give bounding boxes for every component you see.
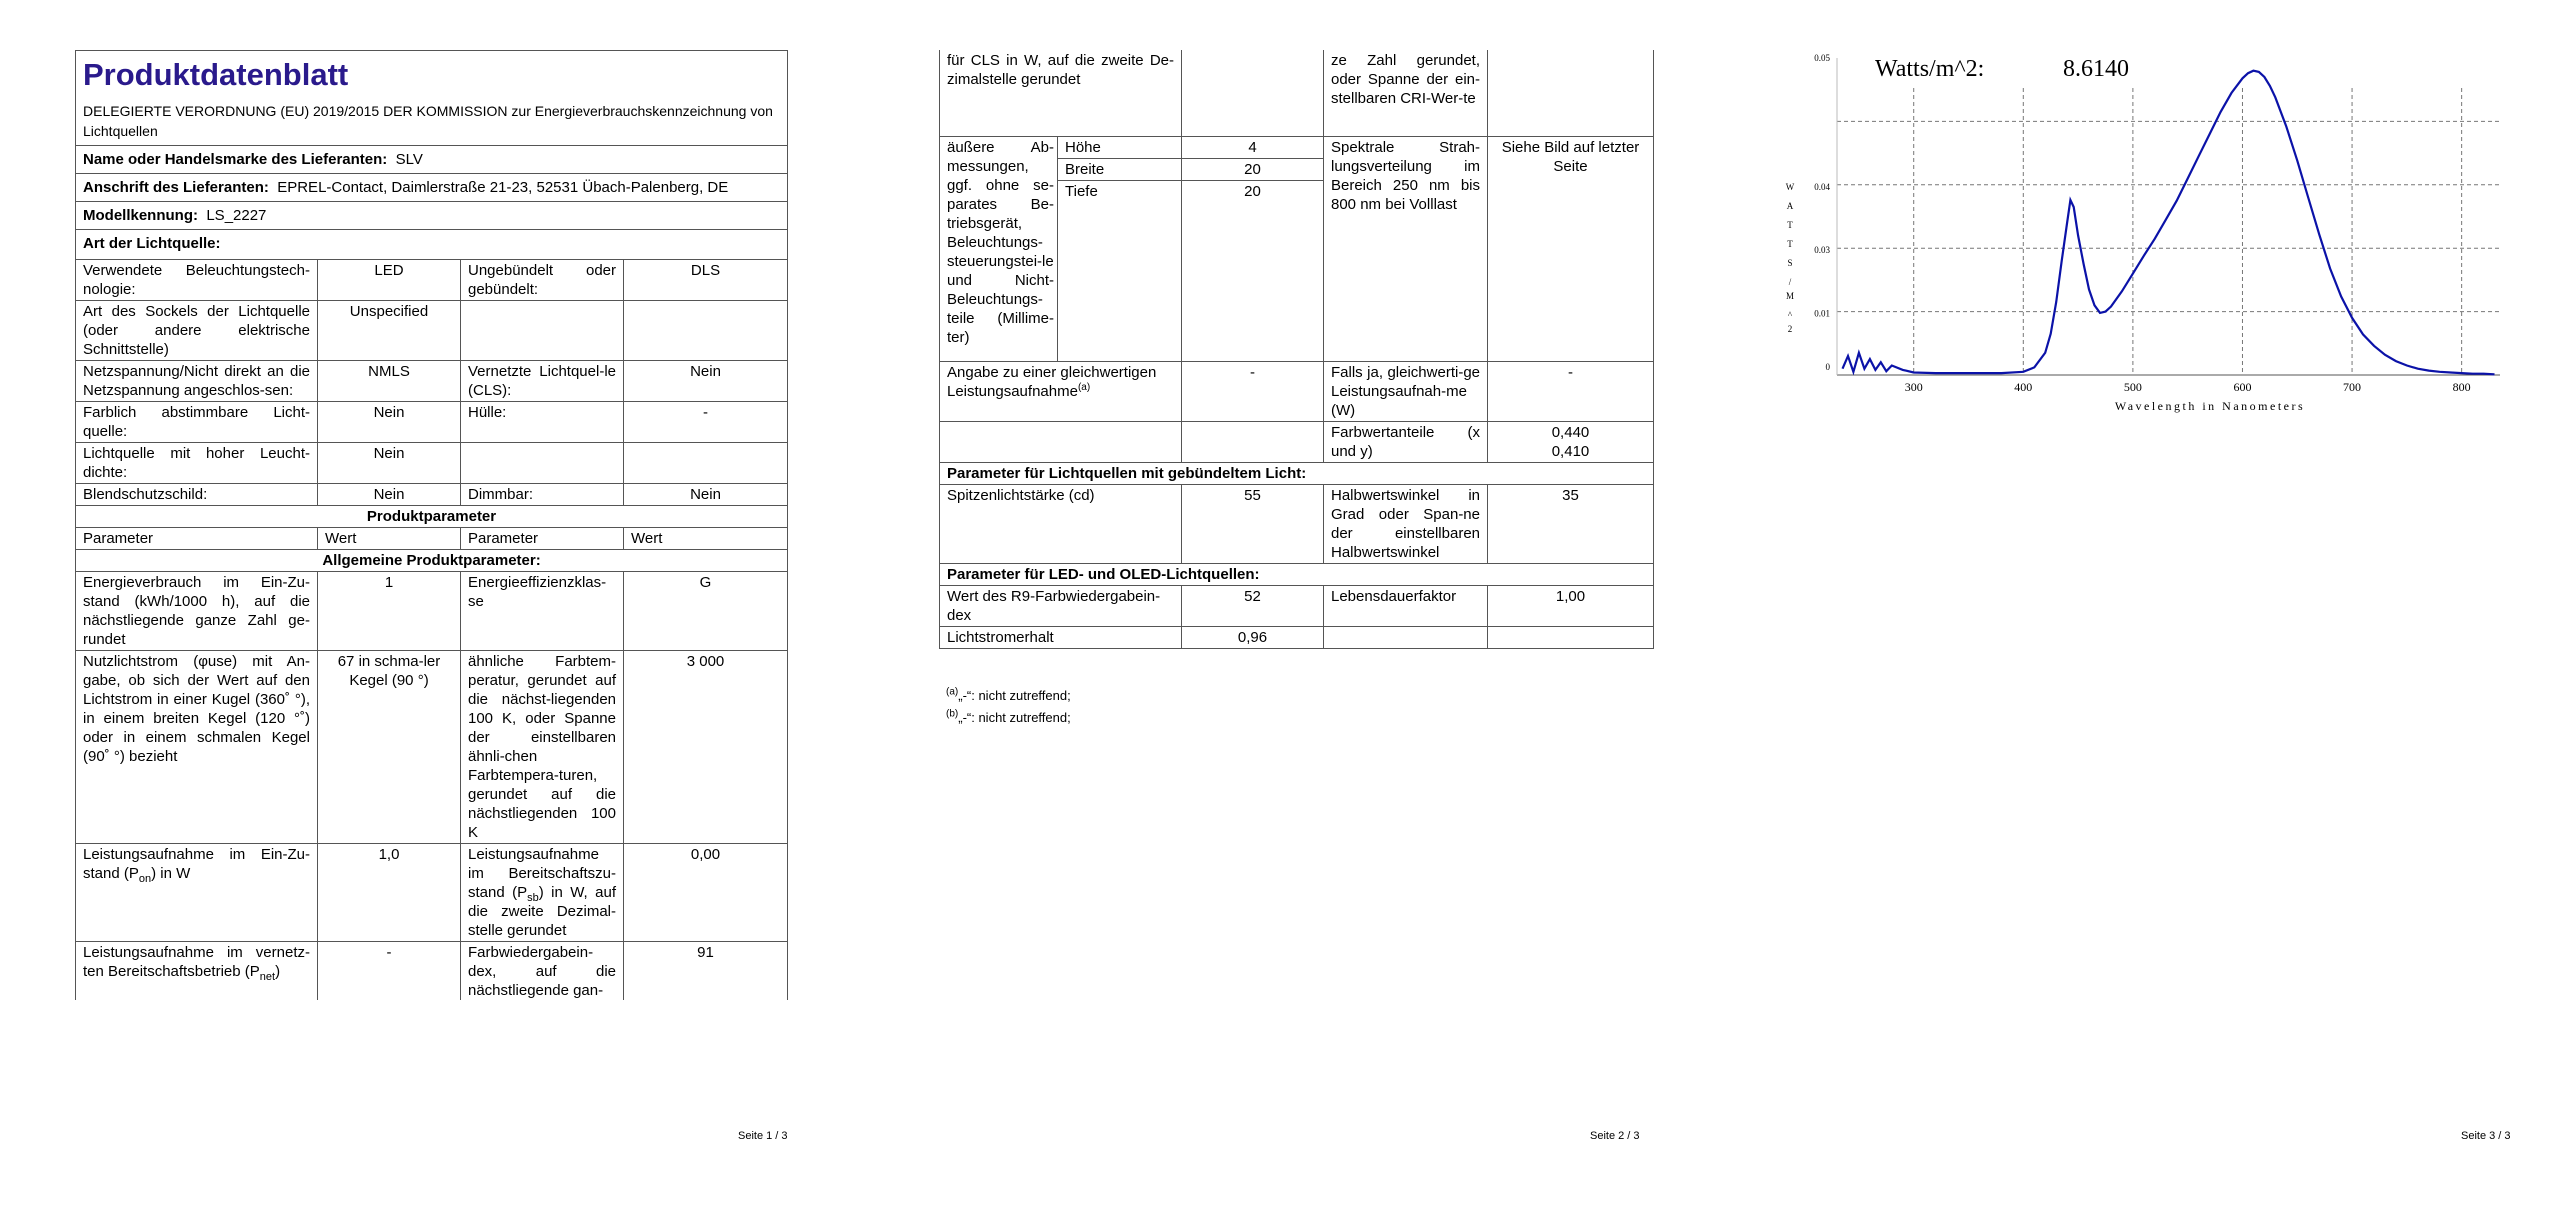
beam-angle-value: 35 — [1488, 485, 1654, 564]
y-tick-label: 0.05 — [1814, 53, 1830, 63]
spectral-chart-svg — [1780, 40, 2520, 420]
dimensions-label: äußere Ab-messungen, ggf. ohne se-parates Be-triebsgerät, Beleuchtungs-steuerungstei-le und Nicht-Beleuchtungs-teile (Millime-ter) — [940, 137, 1058, 362]
width-value: 20 — [1182, 159, 1324, 181]
lumen-maintenance-value: 0,96 — [1182, 627, 1324, 649]
light-source-type-heading: Art der Lichtquelle: — [76, 230, 788, 260]
height-label: Höhe — [1058, 137, 1182, 159]
chart-title: Watts/m^2: — [1875, 56, 1985, 82]
y-tick-label: 0.01 — [1814, 308, 1830, 319]
page-number: Seite 2 / 3 — [1590, 1130, 1640, 1142]
socket-label: Art des Sockels der Lichtquelle (oder andere elektrische Schnittstelle) — [76, 301, 318, 361]
cls-label: Vernetzte Lichtquel-le (CLS): — [461, 361, 624, 402]
model-id: LS_2227 — [206, 207, 267, 224]
product-data-sheet-table — [75, 50, 788, 1000]
cri-value: 91 — [624, 942, 788, 1001]
x-axis-label: Wavelength in Nanometers — [2114, 399, 2306, 413]
y-axis-label-letter: ^ — [1787, 310, 1793, 320]
pnet-label: Leistungsaufnahme im vernetz-ten Bereitschaftsbetrieb $(P_{net})$ — [76, 942, 318, 1001]
col-value: Wert — [624, 528, 788, 550]
high-luminance-value: Nein — [318, 443, 461, 484]
high-luminance-label: Lichtquelle mit hoher Leucht-dichte: — [76, 443, 318, 484]
y-tick-label: 0.04 — [1814, 181, 1830, 192]
r9-value: 52 — [1182, 586, 1324, 627]
y-axis-label-letter: S — [1787, 258, 1793, 268]
energy-class-value: G — [624, 572, 788, 651]
pon-value: 1,0 — [318, 844, 461, 942]
general-params-heading: Allgemeine Produktparameter: — [76, 550, 788, 572]
mains-label: Netzspannung/Nicht direkt an die Netzspannung angeschlos-sen: — [76, 361, 318, 402]
x-tick-label: 300 — [1904, 380, 1923, 394]
directional-heading: Parameter für Lichtquellen mit gebündeltem Licht: — [940, 463, 1654, 485]
page-number: Seite 1 / 3 — [738, 1130, 788, 1142]
energy-label: Energieverbrauch im Ein-Zu-stand (kWh/1000 h), auf die nächstliegende ganze Zahl ge-rundet — [76, 572, 318, 651]
survival-factor-value: 1,00 — [1488, 586, 1654, 627]
x-tick-label: 600 — [2233, 380, 2252, 394]
cls-value: Nein — [624, 361, 788, 402]
y-axis-label-letter: A — [1786, 201, 1794, 211]
dimmable-label: Dimmbar: — [461, 484, 624, 506]
flux-label: Nutzlichtstrom (φuse) mit An-gabe, ob sich der Wert auf den Lichtstrom in einer Kugel (360˚ °), in einem breiten Kegel (120 °˚) oder in einem schmalen Kegel (90˚ °) bezieht — [76, 651, 318, 844]
spectral-distribution-label: Spektrale Strah-lungsverteilung im Bereich 250 nm bis 800 nm bei Volllast — [1324, 137, 1488, 362]
depth-label: Tiefe — [1058, 181, 1182, 362]
equivalent-power-claim-value: - — [1182, 362, 1324, 422]
antiglare-value: Nein — [318, 484, 461, 506]
equivalent-power-claim-label: Angabe zu einer gleichwertigen Leistungsaufnahme$^{(a)}$ — [940, 362, 1182, 422]
col-param: Parameter — [76, 528, 318, 550]
regulation-text: DELEGIERTE VERORDNUNG (EU) 2019/2015 DER KOMMISSION zur Energieverbrauchskennzeichnung von Lichtquellen — [83, 103, 773, 139]
cri-label: Farbwiedergabein-dex, auf die nächstliegende gan- — [461, 942, 624, 1001]
psb-value: 0,00 — [624, 844, 788, 942]
supplier-name-row: Name oder Handelsmarke des Lieferanten: SLV — [76, 146, 788, 174]
y-tick-label: 0.03 — [1814, 245, 1830, 256]
cri-label-cont: ze Zahl gerundet, oder Spanne der ein-stellbaren CRI-Wer-te — [1324, 50, 1488, 137]
chromaticity-value: 0,440 0,410 — [1488, 422, 1654, 463]
peak-intensity-value: 55 — [1182, 485, 1324, 564]
flux-value: 67 in schma-ler Kegel (90 °) — [318, 651, 461, 844]
cct-value: 3 000 — [624, 651, 788, 844]
energy-class-label: Energieeffizienzklas-se — [461, 572, 624, 651]
width-label: Breite — [1058, 159, 1182, 181]
page-1 — [0, 0, 853, 1207]
lumen-maintenance-label: Lichtstromerhalt — [940, 627, 1182, 649]
tunable-value: Nein — [318, 402, 461, 443]
equivalent-power-value: - — [1488, 362, 1654, 422]
page-number: Seite 3 / 3 — [2461, 1130, 2511, 1142]
footnote-a: $^{(a)}$„-“: nicht zutreffend; — [946, 686, 1071, 703]
y-axis-label-letter: / — [1788, 277, 1792, 287]
col-value: Wert — [318, 528, 461, 550]
envelope-value: - — [624, 402, 788, 443]
tech-value: LED — [318, 260, 461, 301]
page-2 — [853, 0, 1706, 1207]
led-heading: Parameter für LED- und OLED-Lichtquellen: — [940, 564, 1654, 586]
y-axis-label-letter: T — [1787, 239, 1793, 249]
y-axis-label-letter: M — [1785, 291, 1795, 301]
antiglare-label: Blendschutzschild: — [76, 484, 318, 506]
y-axis-label-letter: W — [1785, 182, 1795, 192]
supplier-address-row: Anschrift des Lieferanten: EPREL-Contact, Daimlerstraße 21-23, 52531 Übach-Palenberg, DE — [76, 174, 788, 202]
y-tick-label: 0 — [1825, 362, 1830, 372]
energy-value: 1 — [318, 572, 461, 651]
depth-value: 20 — [1182, 181, 1324, 362]
tunable-label: Farblich abstimmbare Licht-quelle: — [76, 402, 318, 443]
socket-value: Unspecified — [318, 301, 461, 361]
envelope-label: Hülle: — [461, 402, 624, 443]
chromaticity-label: Farbwertanteile (x und y) — [1324, 422, 1488, 463]
r9-label: Wert des R9-Farbwiedergabein-dex — [940, 586, 1182, 627]
cct-label: ähnliche Farbtem-peratur, gerundet auf die nächst-liegenden 100 K, oder Spanne der einstellbaren ähnli-chen Farbtempera-turen, gerundet auf die nächstliegenden 100 K — [461, 651, 624, 844]
chart-title-value: 8.6140 — [2063, 56, 2129, 82]
bundled-label: Ungebündelt oder gebündelt: — [461, 260, 624, 301]
model-row: Modellkennung: LS_2227 — [76, 202, 788, 230]
y-axis-label-letter: T — [1787, 220, 1793, 230]
footnote-b: $^{(b)}$„-“: nicht zutreffend; — [946, 708, 1071, 725]
pon-label: Leistungsaufnahme im Ein-Zu-stand $(P_{on})$ in W — [76, 844, 318, 942]
spectral-distribution-value: Siehe Bild auf letzter Seite — [1488, 137, 1654, 362]
supplier-address: EPREL-Contact, Daimlerstraße 21-23, 52531 Übach-Palenberg, DE — [277, 179, 729, 196]
beam-angle-label: Halbwertswinkel in Grad oder Span-ne der einstellbaren Halbwertswinkel — [1324, 485, 1488, 564]
spectrum-series-line — [1843, 71, 2495, 375]
peak-intensity-label: Spitzenlichtstärke (cd) — [940, 485, 1182, 564]
height-value: 4 — [1182, 137, 1324, 159]
y-axis-label-letter: 2 — [1787, 324, 1793, 334]
bundled-value: DLS — [624, 260, 788, 301]
x-tick-label: 400 — [2014, 380, 2033, 394]
psb-label: Leistungsaufnahme im Bereitschaftszu-stand $(P_{sb})$ in W, auf die zweite Dezimal-stelle gerundet — [461, 844, 624, 942]
cls-standby-label-cont: für CLS in W, auf die zweite De-zimalstelle gerundet — [940, 50, 1182, 137]
survival-factor-label: Lebensdauerfaktor — [1324, 586, 1488, 627]
x-tick-label: 500 — [2123, 380, 2142, 394]
dimmable-value: Nein — [624, 484, 788, 506]
tech-label: Verwendete Beleuchtungstech-nologie: — [76, 260, 318, 301]
spectral-chart — [1780, 40, 2520, 420]
product-params-heading: Produktparameter — [76, 506, 788, 528]
mains-value: NMLS — [318, 361, 461, 402]
pnet-value: - — [318, 942, 461, 1001]
page-title: Produktdatenblatt — [83, 57, 349, 92]
x-tick-label: 700 — [2343, 380, 2362, 394]
product-data-sheet-table-continued — [939, 50, 1654, 649]
x-tick-label: 800 — [2452, 380, 2471, 394]
supplier-name: SLV — [395, 151, 423, 168]
col-param: Parameter — [461, 528, 624, 550]
equivalent-power-label: Falls ja, gleichwerti-ge Leistungsaufnah-me (W) — [1324, 362, 1488, 422]
